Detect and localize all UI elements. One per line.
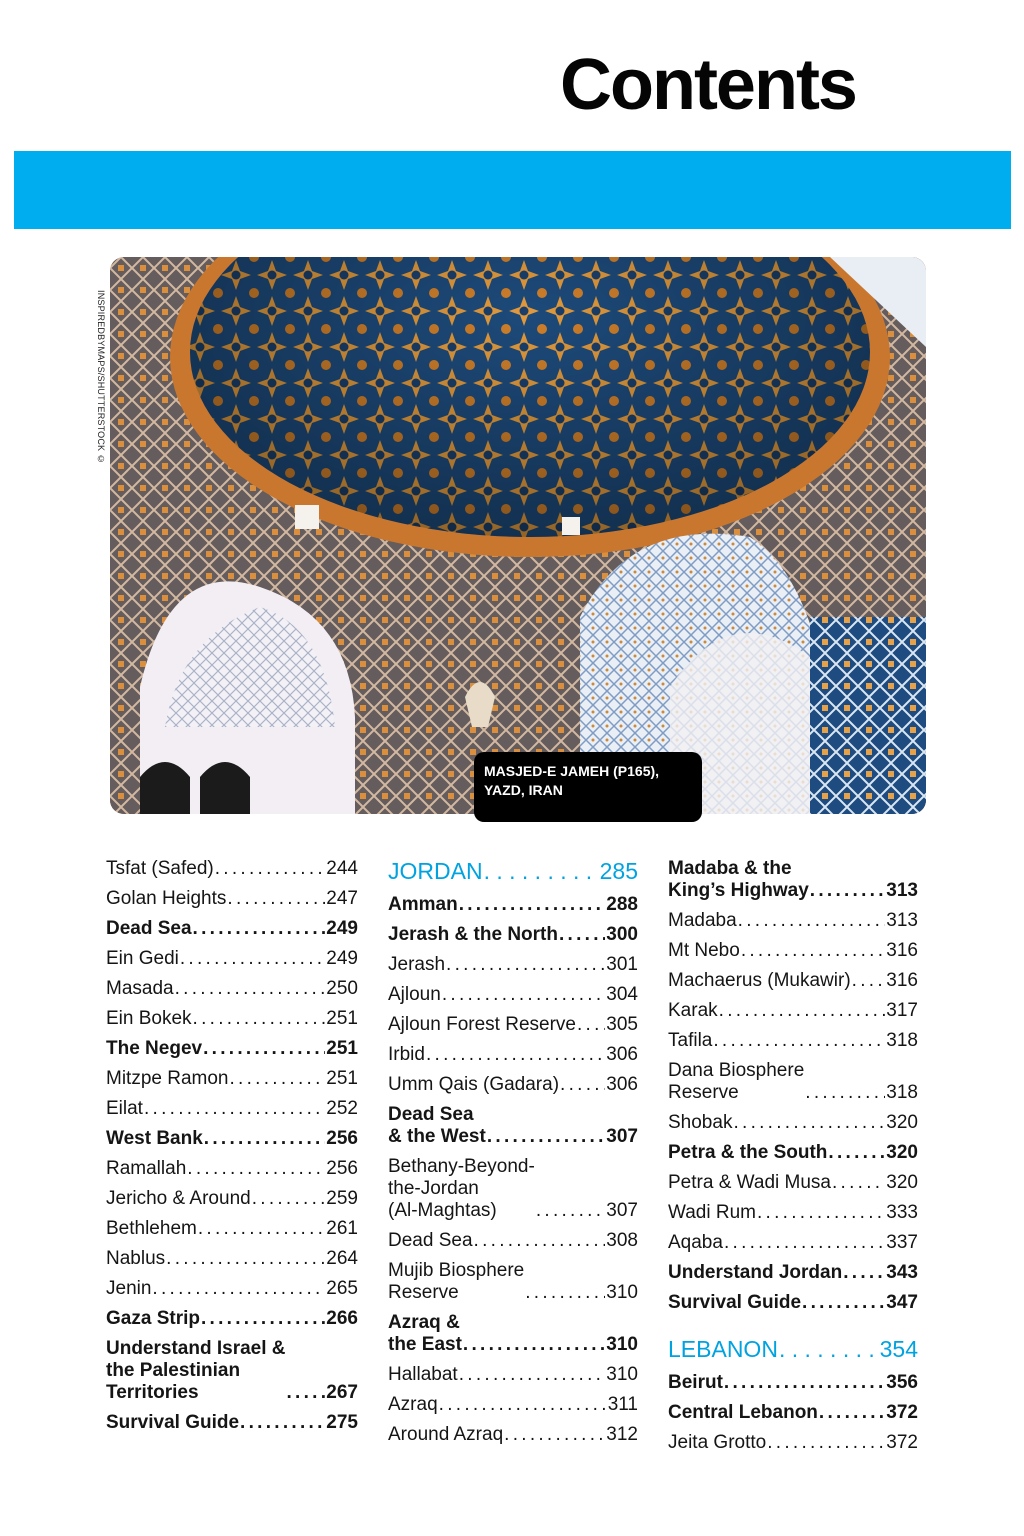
- toc-leader-dots: [738, 910, 886, 932]
- photo-caption: [474, 752, 702, 822]
- toc-column-1: [106, 858, 358, 1442]
- toc-entry-label: Azraq: [388, 1394, 438, 1415]
- toc-entry-label: Survival Guide: [106, 1412, 240, 1433]
- toc-entry-page: 265: [326, 1278, 358, 1299]
- toc-leader-dots: [446, 954, 605, 976]
- toc-entry[interactable]: [668, 1142, 918, 1164]
- toc-entry-page: 312: [606, 1424, 638, 1445]
- toc-entry-label: LEBANON: [668, 1336, 778, 1362]
- toc-entry[interactable]: [106, 1038, 358, 1060]
- toc-entry-label: Beirut: [668, 1372, 723, 1393]
- toc-column-2: [388, 858, 638, 1454]
- toc-entry[interactable]: [106, 978, 358, 1000]
- toc-entry-label: The Negev: [106, 1038, 203, 1059]
- toc-entry-label: Karak: [668, 1000, 718, 1021]
- toc-leader-dots: [719, 1000, 886, 1022]
- toc-entry-label: Amman: [388, 894, 458, 915]
- toc-entry[interactable]: [668, 858, 918, 902]
- toc-entry-label: Petra & Wadi Musa: [668, 1172, 831, 1193]
- toc-entry-label: Jericho & Around: [106, 1188, 251, 1209]
- toc-entry[interactable]: [668, 1262, 918, 1284]
- toc-entry-label: Hallabat: [388, 1364, 458, 1385]
- toc-entry-page: 307: [606, 1200, 638, 1221]
- toc-entry[interactable]: [106, 1128, 358, 1150]
- toc-entry-label: Tsfat (Safed): [106, 858, 214, 879]
- toc-entry[interactable]: [668, 940, 918, 962]
- toc-entry-label: Understand Jordan: [668, 1262, 843, 1283]
- toc-leader-dots: [459, 1364, 606, 1386]
- toc-entry[interactable]: [106, 1188, 358, 1210]
- toc-entry-page: 275: [326, 1412, 358, 1433]
- toc-leader-dots: [474, 1230, 606, 1252]
- toc-entry-label: Mt Nebo: [668, 940, 740, 961]
- toc-entry[interactable]: [668, 1432, 918, 1454]
- toc-entry[interactable]: [106, 1098, 358, 1120]
- cover-photo: [110, 257, 926, 814]
- toc-entry-page: 317: [886, 1000, 918, 1021]
- toc-entry-label: Mitzpe Ramon: [106, 1068, 229, 1089]
- page-title: Contents: [560, 45, 856, 125]
- toc-entry-page: 259: [326, 1188, 358, 1209]
- toc-leader-dots: [204, 1128, 326, 1150]
- toc-entry-label: Dana Biosphere Reserve: [668, 1060, 805, 1103]
- toc-entry[interactable]: [106, 918, 358, 940]
- toc-leader-dots: [459, 894, 606, 916]
- toc-entry[interactable]: [388, 1312, 638, 1356]
- toc-leader-dots: [230, 1068, 326, 1090]
- toc-entry[interactable]: [388, 1394, 638, 1416]
- toc-leader-dots: [201, 1308, 325, 1330]
- toc-entry-label: Dead Sea: [106, 918, 192, 939]
- toc-leader-dots: [193, 1008, 326, 1030]
- toc-entry-page: 264: [326, 1248, 358, 1269]
- toc-entry[interactable]: [106, 948, 358, 970]
- toc-entry-page: 310: [606, 1282, 638, 1303]
- toc-entry-label: Central Lebanon: [668, 1402, 818, 1423]
- toc-leader-dots: [843, 1262, 885, 1284]
- toc-entry-label: Gaza Strip: [106, 1308, 200, 1329]
- toc-entry-label: Masada: [106, 978, 174, 999]
- toc-entry-page: 316: [886, 940, 918, 961]
- toc-leader-dots: [442, 984, 605, 1006]
- toc-entry[interactable]: [668, 1060, 918, 1104]
- toc-entry-label: Petra & the South: [668, 1142, 828, 1163]
- toc-entry-page: 261: [326, 1218, 358, 1239]
- toc-entry[interactable]: [388, 1156, 638, 1222]
- toc-entry-page: 356: [886, 1372, 918, 1393]
- toc-entry[interactable]: [388, 1074, 638, 1096]
- toc-entry-page: 337: [886, 1232, 918, 1253]
- toc-entry[interactable]: [106, 1008, 358, 1030]
- toc-entry[interactable]: [388, 1364, 638, 1386]
- toc-entry-label: Madaba: [668, 910, 737, 931]
- toc-entry[interactable]: [106, 1308, 358, 1330]
- toc-entry-label: West Bank: [106, 1128, 203, 1149]
- toc-entry-page: 256: [326, 1158, 358, 1179]
- toc-entry-label: Nablus: [106, 1248, 166, 1269]
- toc-leader-dots: [828, 1142, 885, 1164]
- toc-entry[interactable]: [388, 1424, 638, 1446]
- toc-leader-dots: [180, 948, 325, 970]
- toc-entry[interactable]: [106, 1158, 358, 1180]
- toc-entry-page: 372: [886, 1402, 918, 1423]
- toc-entry-page: 252: [326, 1098, 358, 1119]
- toc-entry[interactable]: [668, 1030, 918, 1052]
- toc-entry[interactable]: [388, 1014, 638, 1036]
- toc-entry-page: 318: [886, 1030, 918, 1051]
- toc-leader-dots: [724, 1372, 885, 1394]
- toc-entry-page: 354: [879, 1336, 918, 1362]
- toc-leader-dots: [463, 1334, 605, 1356]
- toc-entry[interactable]: [106, 1338, 358, 1404]
- toc-entry-page: 244: [326, 858, 358, 879]
- toc-section-heading[interactable]: [668, 1336, 918, 1362]
- toc-entry-label: Bethlehem: [106, 1218, 197, 1239]
- toc-entry-page: 304: [606, 984, 638, 1005]
- toc-entry-page: 300: [606, 924, 638, 945]
- toc-entry-page: 333: [886, 1202, 918, 1223]
- toc-entry-page: 343: [886, 1262, 918, 1283]
- toc-leader-dots: [560, 1074, 605, 1096]
- toc-entry[interactable]: [388, 924, 638, 946]
- toc-leader-dots: [175, 978, 326, 1000]
- toc-leader-dots: [439, 1394, 607, 1416]
- toc-leader-dots: [805, 1082, 885, 1104]
- toc-entry-page: 310: [606, 1364, 638, 1385]
- toc-leader-dots: [767, 1432, 885, 1454]
- toc-entry-label: Umm Qais (Gadara): [388, 1074, 560, 1095]
- toc-entry[interactable]: [106, 1278, 358, 1300]
- toc-entry-label: Jeita Grotto: [668, 1432, 767, 1453]
- toc-entry-label: Ein Gedi: [106, 948, 179, 969]
- toc-entry[interactable]: [668, 910, 918, 932]
- toc-leader-dots: [287, 1382, 326, 1404]
- toc-entry-page: 320: [886, 1172, 918, 1193]
- toc-entry[interactable]: [106, 1412, 358, 1434]
- toc-entry[interactable]: [106, 1068, 358, 1090]
- toc-leader-dots: [187, 1158, 325, 1180]
- toc-entry-page: 251: [326, 1008, 358, 1029]
- toc-entry-page: 301: [606, 954, 638, 975]
- toc-entry-label: Golan Heights: [106, 888, 227, 909]
- toc-leader-dots: [227, 888, 325, 910]
- toc-entry[interactable]: [388, 984, 638, 1006]
- toc-leader-dots: [198, 1218, 325, 1240]
- toc-leader-dots: [152, 1278, 325, 1300]
- toc-entry-label: Ramallah: [106, 1158, 187, 1179]
- toc-entry-page: 266: [326, 1308, 358, 1329]
- toc-entry-label: Jerash: [388, 954, 446, 975]
- toc-entry-page: 308: [606, 1230, 638, 1251]
- toc-entry-page: 247: [326, 888, 358, 909]
- toc-leader-dots: [810, 880, 886, 902]
- toc-leader-dots: [724, 1232, 885, 1254]
- toc-entry-page: 288: [606, 894, 638, 915]
- toc-entry[interactable]: [668, 1232, 918, 1254]
- toc-leader-dots: [240, 1412, 325, 1434]
- toc-entry[interactable]: [668, 1202, 918, 1224]
- toc-entry-page: 306: [606, 1044, 638, 1065]
- toc-leader-dots: [426, 1044, 605, 1066]
- toc-entry-page: 306: [606, 1074, 638, 1095]
- toc-leader-dots: [741, 940, 885, 962]
- toc-entry-page: 313: [886, 880, 918, 901]
- toc-entry-label: Understand Israel & the Palestinian Territories: [106, 1338, 286, 1403]
- toc-entry[interactable]: [388, 894, 638, 916]
- toc-entry-label: Irbid: [388, 1044, 425, 1065]
- toc-entry[interactable]: [668, 970, 918, 992]
- toc-entry[interactable]: [106, 1248, 358, 1270]
- mosque-dome-illustration: [110, 257, 926, 814]
- toc-leader-dots: [779, 1336, 879, 1362]
- toc-leader-dots: [757, 1202, 885, 1224]
- toc-entry[interactable]: [106, 1218, 358, 1240]
- toc-entry-label: Dead Sea: [388, 1230, 473, 1251]
- toc-column-3: [668, 858, 918, 1462]
- caption-text: MASJED-E JAMEH (P165), YAZD, IRAN: [484, 763, 660, 798]
- toc-entry-label: Jerash & the North: [388, 924, 558, 945]
- toc-entry-label: Mujib Biosphere Reserve: [388, 1260, 525, 1303]
- toc-entry-label: Bethany-Beyond- the-Jordan (Al-Maghtas): [388, 1156, 535, 1221]
- toc-leader-dots: [144, 1098, 325, 1120]
- toc-leader-dots: [577, 1014, 605, 1036]
- toc-leader-dots: [852, 970, 886, 992]
- toc-entry-label: Ajloun: [388, 984, 441, 1005]
- toc-entry-page: 313: [886, 910, 918, 931]
- toc-entry-label: Aqaba: [668, 1232, 723, 1253]
- toc-entry-page: 249: [326, 918, 358, 939]
- toc-entry[interactable]: [668, 1372, 918, 1394]
- toc-entry-label: Jenin: [106, 1278, 152, 1299]
- toc-entry-page: 320: [886, 1142, 918, 1163]
- toc-entry-page: 372: [886, 1432, 918, 1453]
- toc-leader-dots: [203, 1038, 325, 1060]
- photo-credit: INSPIREDBYMAPS/SHUTTERSTOCK ©: [96, 290, 106, 465]
- toc-leader-dots: [559, 924, 605, 946]
- toc-entry-label: JORDAN: [388, 858, 483, 884]
- toc-entry-page: 249: [326, 948, 358, 969]
- toc-entry-page: 307: [606, 1126, 638, 1147]
- toc-leader-dots: [166, 1248, 325, 1270]
- toc-entry-page: 311: [607, 1394, 638, 1415]
- toc-entry[interactable]: [388, 954, 638, 976]
- header-band: [14, 151, 1011, 229]
- toc-entry-page: 318: [886, 1082, 918, 1103]
- toc-entry-page: 305: [606, 1014, 638, 1035]
- toc-entry-label: Madaba & the King’s Highway: [668, 858, 809, 901]
- toc-entry-page: 267: [326, 1382, 358, 1403]
- toc-entry-page: 347: [886, 1292, 918, 1313]
- toc-entry-label: Survival Guide: [668, 1292, 802, 1313]
- toc-entry[interactable]: [388, 1104, 638, 1148]
- toc-leader-dots: [193, 918, 326, 940]
- toc-entry-label: Eilat: [106, 1098, 143, 1119]
- toc-entry-label: Shobak: [668, 1112, 733, 1133]
- toc-entry[interactable]: [668, 1292, 918, 1314]
- toc-entry[interactable]: [106, 888, 358, 910]
- toc-leader-dots: [733, 1112, 885, 1134]
- toc-section-heading[interactable]: [388, 858, 638, 884]
- toc-leader-dots: [504, 1424, 605, 1446]
- toc-entry[interactable]: [668, 1172, 918, 1194]
- toc-entry-page: 310: [606, 1334, 638, 1355]
- toc-entry[interactable]: [668, 1402, 918, 1424]
- toc-entry-label: Ajloun Forest Reserve: [388, 1014, 576, 1035]
- toc-entry-page: 250: [326, 978, 358, 999]
- toc-entry[interactable]: [668, 1112, 918, 1134]
- toc-leader-dots: [802, 1292, 885, 1314]
- toc-entry-page: 285: [599, 858, 638, 884]
- toc-entry-label: Azraq & the East: [388, 1312, 462, 1355]
- toc-entry-page: 256: [326, 1128, 358, 1149]
- toc-entry-label: Ein Bokek: [106, 1008, 192, 1029]
- toc-entry-label: Machaerus (Mukawir): [668, 970, 851, 991]
- toc-entry-page: 316: [886, 970, 918, 991]
- toc-entry[interactable]: [388, 1044, 638, 1066]
- toc-leader-dots: [487, 1126, 605, 1148]
- toc-leader-dots: [536, 1200, 605, 1222]
- toc-entry-page: 251: [326, 1068, 358, 1089]
- toc-entry[interactable]: [388, 1230, 638, 1252]
- toc-entry-page: 320: [886, 1112, 918, 1133]
- toc-entry-label: Around Azraq: [388, 1424, 504, 1445]
- toc-leader-dots: [215, 858, 326, 880]
- toc-entry[interactable]: [668, 1000, 918, 1022]
- toc-leader-dots: [252, 1188, 326, 1210]
- toc-leader-dots: [819, 1402, 885, 1424]
- toc-entry-page: 251: [326, 1038, 358, 1059]
- toc-leader-dots: [713, 1030, 885, 1052]
- toc-leader-dots: [525, 1282, 605, 1304]
- toc-entry-label: Tafila: [668, 1030, 713, 1051]
- toc-entry[interactable]: [388, 1260, 638, 1304]
- toc-leader-dots: [484, 858, 599, 884]
- toc-entry-label: Wadi Rum: [668, 1202, 756, 1223]
- toc-entry[interactable]: [106, 858, 358, 880]
- toc-leader-dots: [832, 1172, 885, 1194]
- toc-entry-label: Dead Sea & the West: [388, 1104, 486, 1147]
